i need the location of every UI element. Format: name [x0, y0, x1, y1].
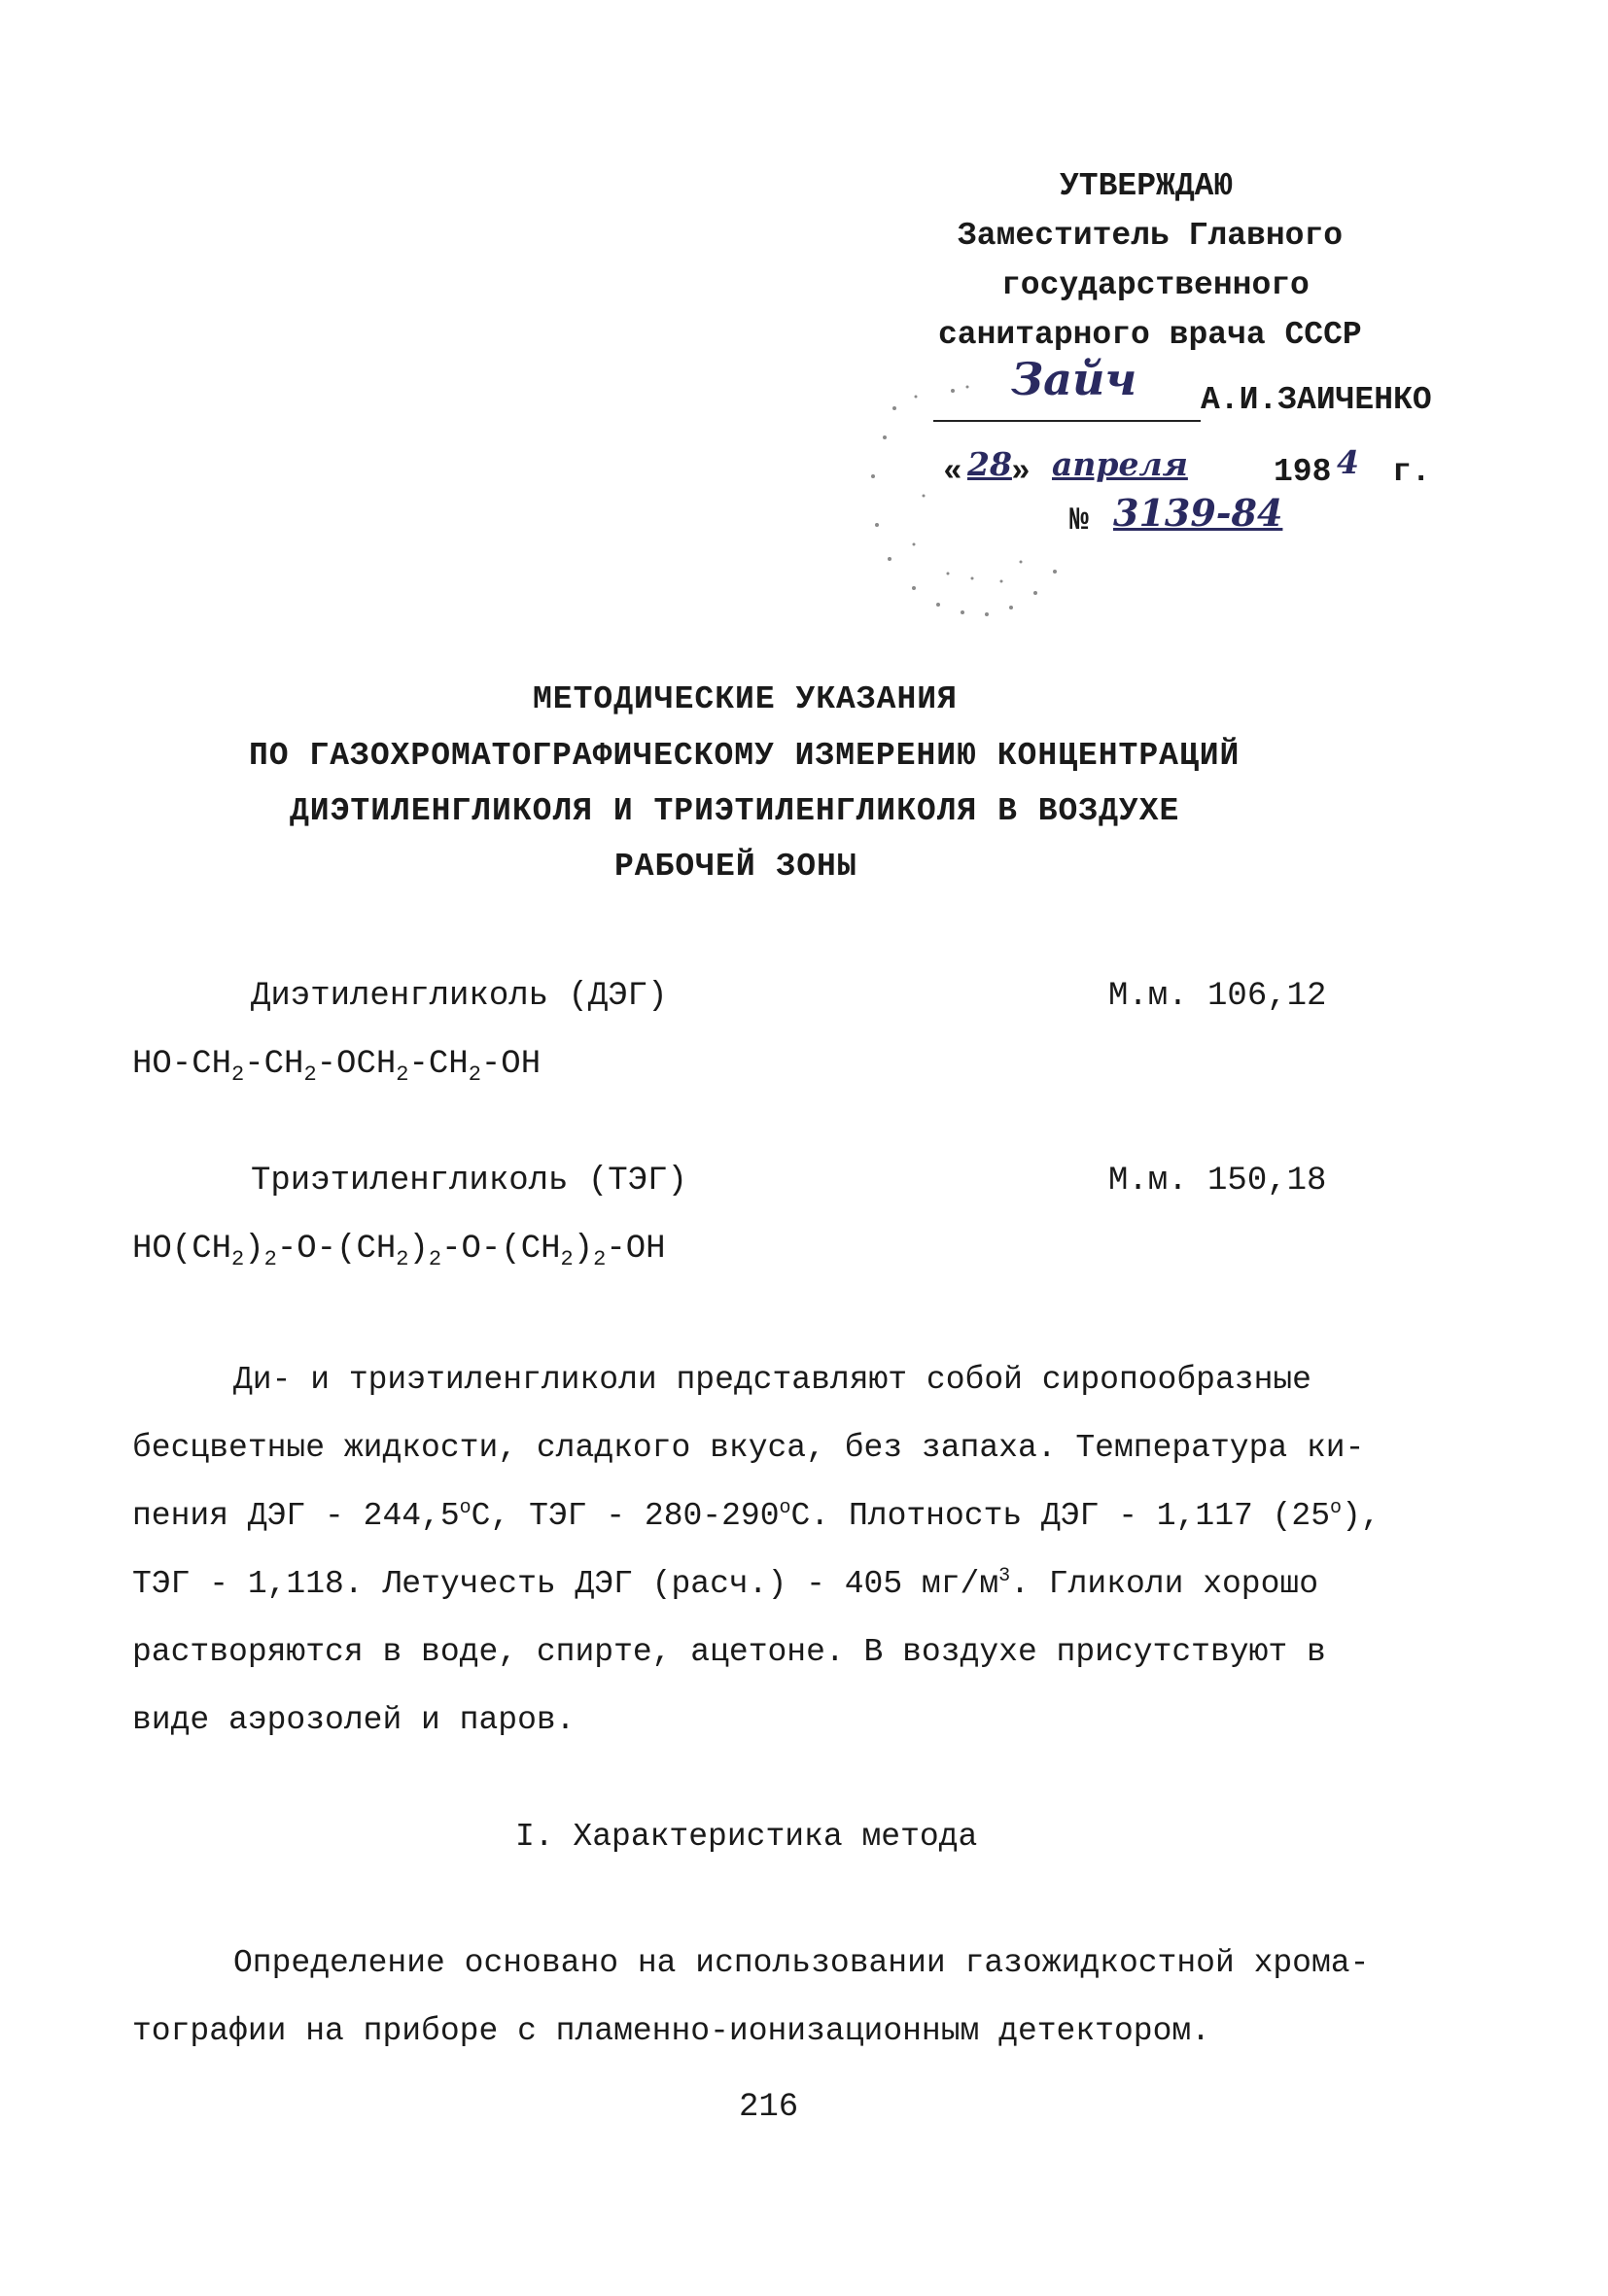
- paragraph-line: Ди- и триэтиленгликоли представляют собой сиропообразные: [233, 1362, 1311, 1398]
- paragraph-line: пения ДЭГ - 244,5$^o$С, ТЭГ - 280-290$^o$С. Плотность ДЭГ - 1,117 (25$^o$),: [132, 1497, 1381, 1534]
- molecular-mass: М.м. 106,12: [1108, 978, 1327, 1015]
- molecular-mass: М.м. 150,18: [1108, 1163, 1327, 1200]
- paragraph-line: растворяются в воде, спирте, ацетоне. В воздухе присутствуют в: [132, 1634, 1326, 1670]
- approval-position-line3: санитарного врача СССР: [938, 317, 1362, 353]
- structural-formula: $HO-CH_2-CH_2-OCH_2-CH_2-OH$: [132, 1046, 542, 1087]
- title-line3: ДИЭТИЛЕНГЛИКОЛЯ И ТРИЭТИЛЕНГЛИКОЛЯ В ВОЗДУХЕ: [290, 793, 1180, 829]
- paragraph-line: ТЭГ - 1,118. Летучесть ДЭГ (расч.) - 405 $мг/м^3$. Гликоли хорошо: [132, 1565, 1319, 1602]
- signer-name: А.И.ЗАИЧЕНКО: [1201, 382, 1432, 418]
- section-heading: I. Характеристика метода: [515, 1819, 978, 1855]
- date-year-digit: 4: [1337, 443, 1359, 481]
- substance-name: Диэтиленгликоль (ДЭГ): [251, 978, 668, 1015]
- structural-formula: $HO(CH_2)_2-O-(CH_2)_2-O-(CH_2)_2-OH$: [132, 1231, 666, 1271]
- stamp-remnant: [856, 350, 1108, 642]
- approval-position-line2: государственного: [1001, 267, 1310, 303]
- page-number: 216: [739, 2089, 799, 2126]
- registration-number: 3139-84: [1113, 491, 1283, 535]
- title-line1: МЕТОДИЧЕСКИЕ УКАЗАНИЯ: [533, 681, 958, 717]
- date-suffix: г.: [1392, 454, 1431, 490]
- date-month: апреля: [1052, 445, 1188, 483]
- paragraph-line: тографии на приборе с пламенно-ионизационным детектором.: [132, 2013, 1210, 2049]
- paragraph-line: Определение основано на использовании газожидкостной хрома-: [233, 1945, 1370, 1981]
- document-page: УТВЕРЖДАЮ Заместитель Главного государственного санитарного врача СССР Зайч А.И.ЗАИЧЕНКО « 28 » апреля 198 4 г. № 3139-84 МЕТОДИЧЕСКИЕ УКАЗАНИЯ ПО ГАЗОХРОМАТОГРАФИЧЕСКОМУ ИЗМЕРЕНИЮ КОНЦЕНТРАЦИЙ ДИЭТИЛЕНГЛИКОЛЯ И ТРИЭТИЛЕНГЛИКОЛЯ В ВОЗДУХЕ РАБОЧЕЙ ЗОНЫ Диэтиленгликоль (ДЭГ) М.м. 106,12 $HO-CH_2-CH_2-OCH_2-CH_2-OH$ Триэтиленгликоль (ТЭГ) М.м. 150,18 $HO(CH_2)_2-O-(CH_2)_2-O-(CH_2)_2-OH$ Ди- и триэтиленгликоли представляют собой сиропообразные бесцветные жидкости, сладкого вкуса, без запаха. Температура ки- пения ДЭГ - 244,5$^o$С, ТЭГ - 280-290$^o$С. Плотность ДЭГ - 1,117 (25$^o$), ТЭГ - 1,118. Летучесть ДЭГ (расч.) - 405 $мг/м^3$. Гликоли хорошо растворяются в воде, спирте, ацетоне. В воздухе присутствуют в виде аэрозолей и паров. I. Характеристика метода Определение основано на использовании газожидкостной хрома- тографии на приборе с пламенно-ионизационным детектором. 216: [132, 168, 1432, 2126]
- approval-heading: УТВЕРЖДАЮ: [1060, 168, 1234, 204]
- substance-name: Триэтиленгликоль (ТЭГ): [251, 1163, 687, 1200]
- approval-position-line1: Заместитель Главного: [958, 218, 1344, 254]
- date-day: 28: [967, 445, 1012, 483]
- paragraph-line: виде аэрозолей и паров.: [132, 1702, 576, 1738]
- paragraph-line: бесцветные жидкости, сладкого вкуса, без запаха. Температура ки-: [132, 1430, 1365, 1466]
- date-year-prefix: 198: [1274, 454, 1332, 490]
- handwritten-signature: Зайч: [1011, 353, 1137, 405]
- number-mark: №: [1069, 503, 1089, 539]
- title-line2: ПО ГАЗОХРОМАТОГРАФИЧЕСКОМУ ИЗМЕРЕНИЮ КОНЦЕНТРАЦИЙ: [249, 738, 1241, 774]
- title-line4: РАБОЧЕЙ ЗОНЫ: [614, 849, 857, 885]
